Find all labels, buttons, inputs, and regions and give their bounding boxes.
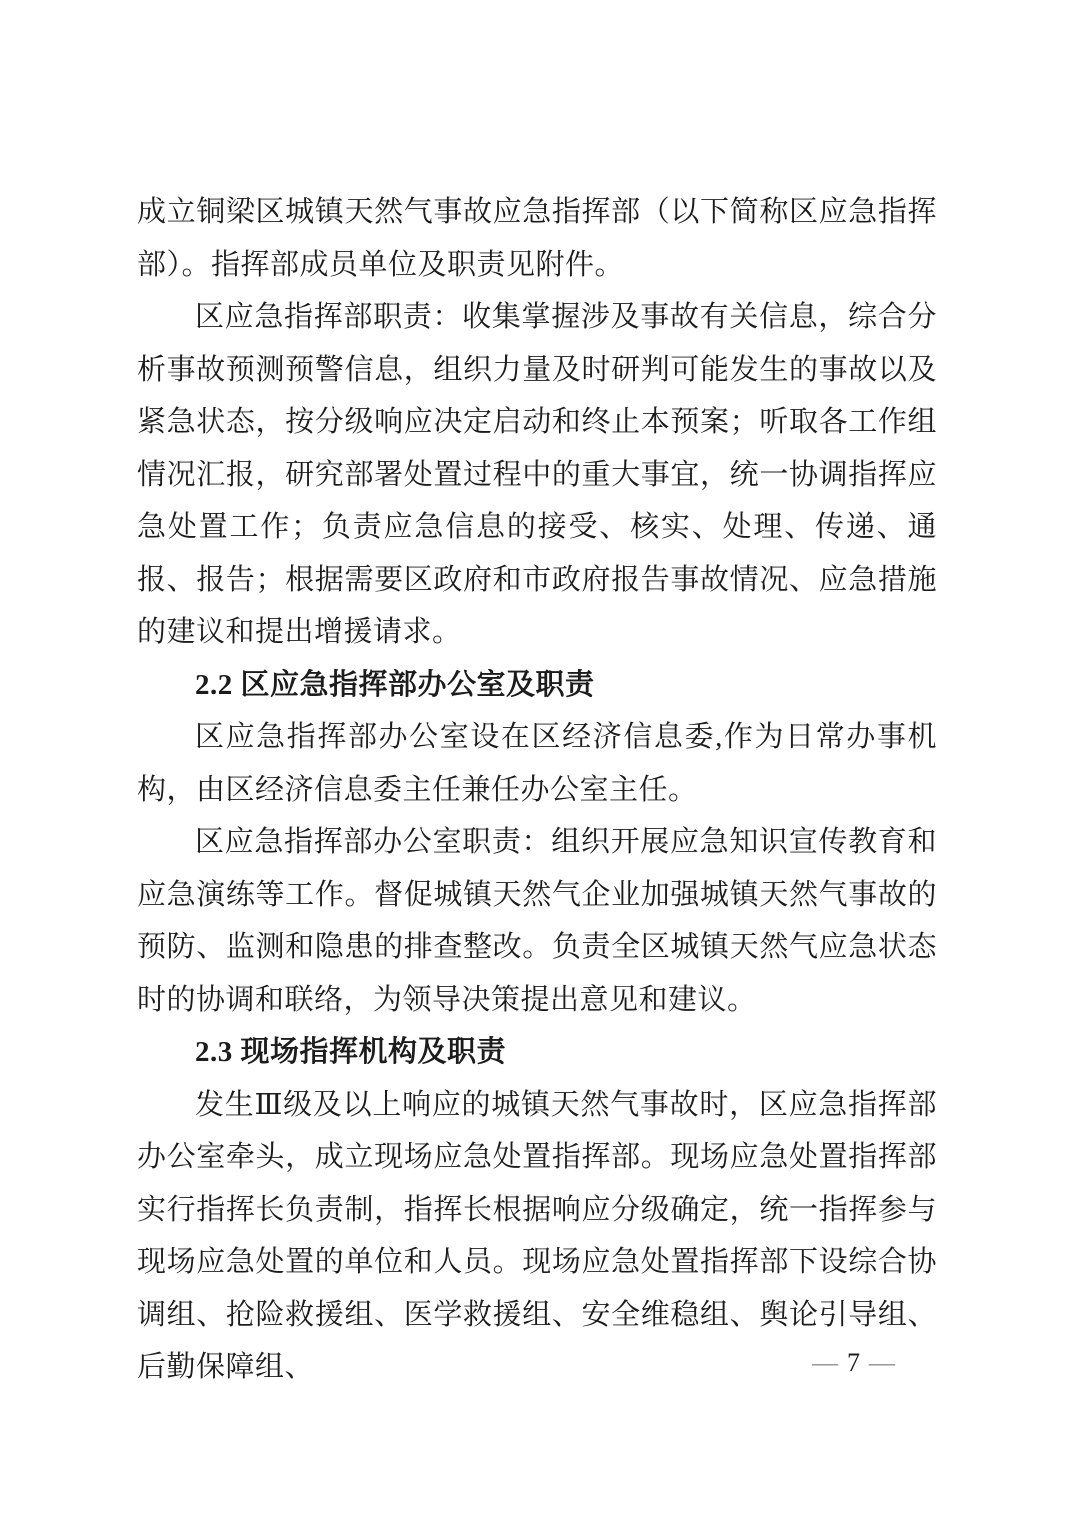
footer-right-dash: — (869, 1348, 895, 1377)
paragraph-commander-duties: 区应急指挥部职责：收集掌握涉及事故有关信息，综合分析事故预测预警信息，组织力量及时研判可能发生的事故以及紧急状态，按分级响应决定启动和终止本预案；听取各工作组情况汇报，研究部署处置过程中的重大事宜，统一协调指挥应急处置工作；负责应急信息的接受、核实、处理、传递、通报、报告；根据需要区政府和市政府报告事故情况、应急措施的建议和提出增援请求。 (137, 301, 937, 648)
footer-left-dash: — (812, 1348, 838, 1377)
document-body (137, 186, 937, 1394)
paragraph-onsite-command: 发生Ⅲ级及以上响应的城镇天然气事故时，区应急指挥部办公室牵头，成立现场应急处置指挥部。现场应急处置指挥部实行指挥长负责制，指挥长根据响应分级确定，统一指挥参与现场应急处置的单位和人员。现场应急处置指挥部下设综合协调组、抢险救援组、医学救援组、安全维稳组、舆论引导组、后勤保障组、 (137, 1088, 937, 1383)
page-number: 7 (847, 1348, 860, 1377)
page-footer (803, 1348, 904, 1378)
paragraph-office-location: 区应急指挥部办公室设在区经济信息委,作为日常办事机构，由区经济信息委主任兼任办公室主任。 (137, 721, 937, 806)
section-heading-2-2: 2.2 区应急指挥部办公室及职责 (195, 668, 595, 701)
paragraph-continued-from-previous-page: 成立铜梁区城镇天然气事故应急指挥部（以下简称区应急指挥部）。指挥部成员单位及职责见附件。 (137, 196, 937, 281)
section-heading-2-3: 2.3 现场指挥机构及职责 (195, 1036, 507, 1068)
paragraph-office-duties: 区应急指挥部办公室职责：组织开展应急知识宣传教育和应急演练等工作。督促城镇天然气企业加强城镇天然气事故的预防、监测和隐患的排查整改。负责全区城镇天然气应急状态时的协调和联络，为领导决策提出意见和建议。 (137, 826, 937, 1016)
